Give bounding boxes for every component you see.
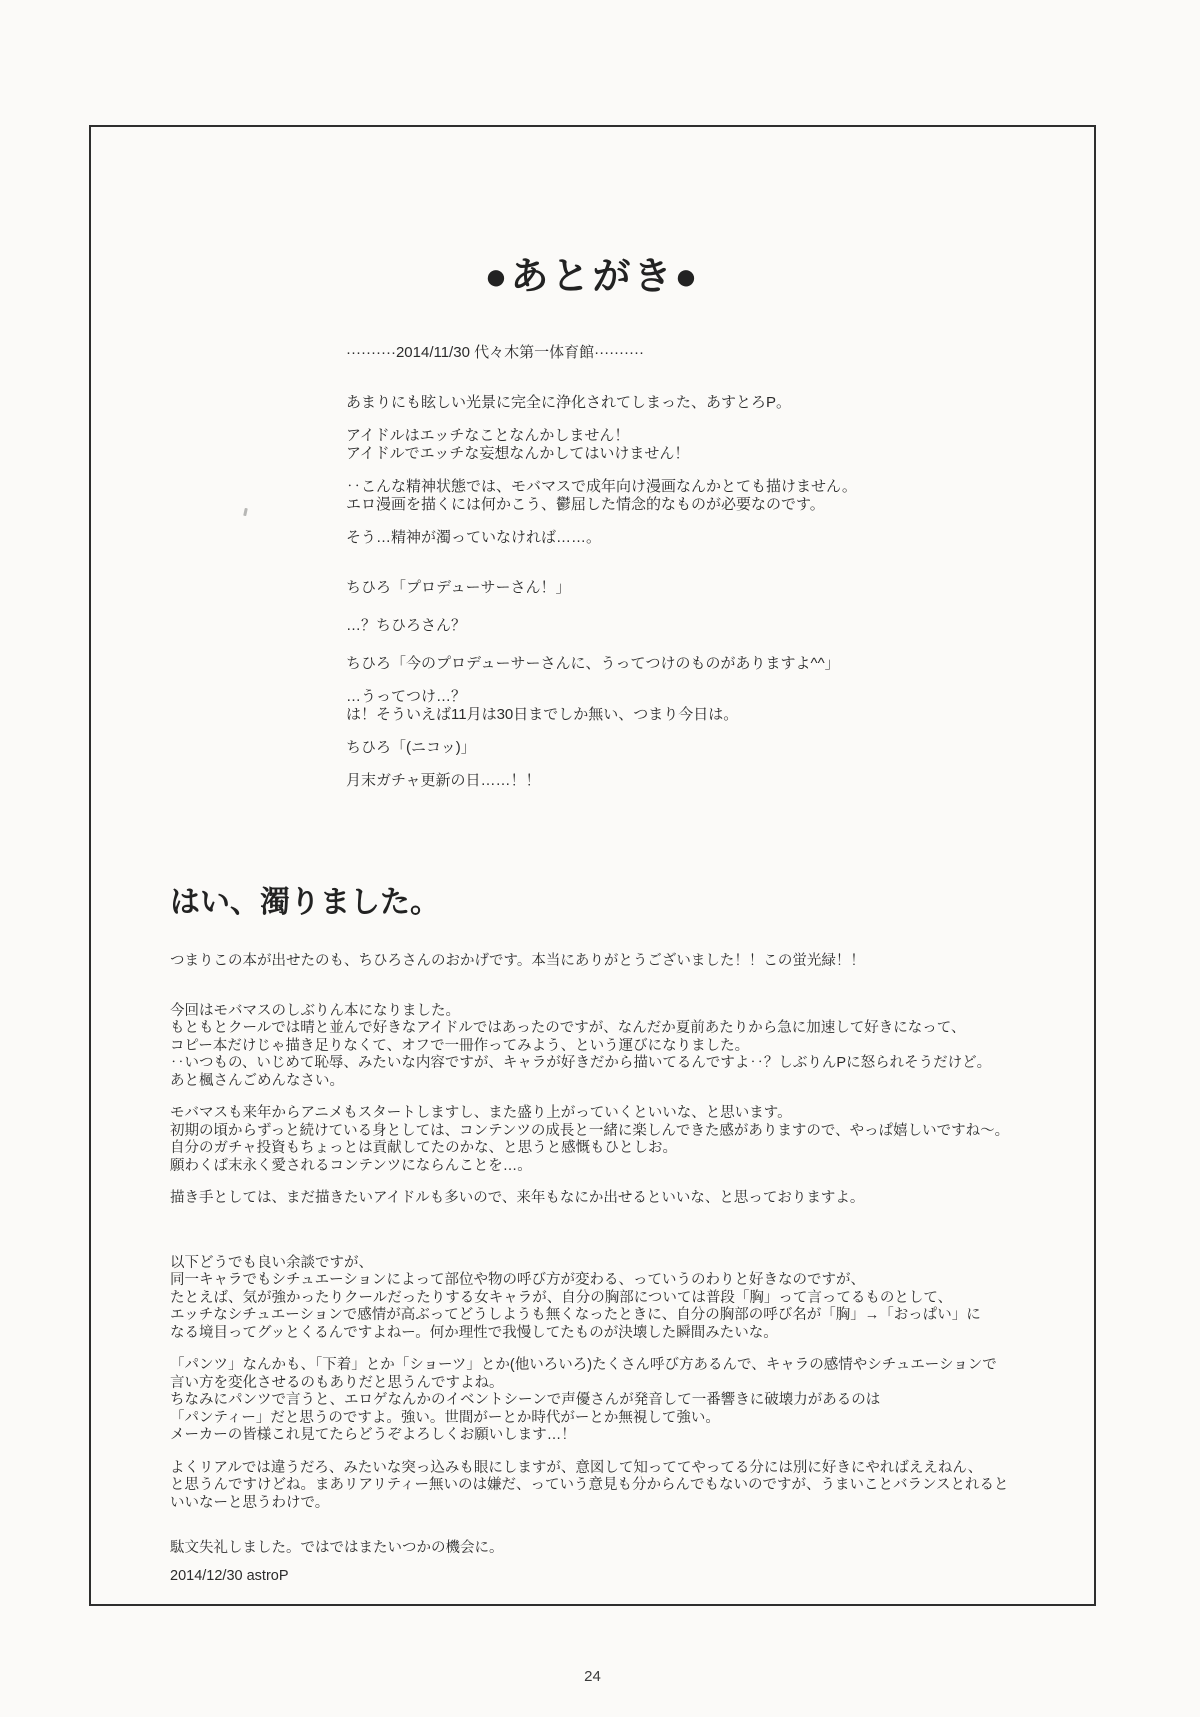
text-line: アイドルでエッチな妄想なんかしてはいけません！ (346, 445, 690, 462)
text-line: ‥いつもの、いじめて恥辱、みたいな内容ですが、キャラが好きだから描いてるんですよ‥？しぶりんPに怒られそうだけど。 (170, 1055, 992, 1071)
paragraph (346, 688, 1006, 724)
text-line: 初期の頃からずっと続けている身としては、コンテンツの成長と一緒に楽しんできた感がありますので、やっぱ嬉しいですね～。 (170, 1122, 1010, 1139)
text-line: もともとクールでは晴と並んで好きなアイドルではあったのですが、なんだか夏前あたりから急に加速して好きになって、 (170, 1020, 966, 1036)
dialogue-line (346, 617, 1006, 635)
text-line: と思うんですけどね。まあリアリティー無いのは嫌だ、っていう意見も分からんでもないのですが、うまいことバランスとれると (170, 1477, 1009, 1493)
paragraph (346, 478, 1006, 514)
text-line: あと楓さんごめんなさい。 (170, 1072, 344, 1089)
text-line: コピー本だけじゃ描き足りなくて、オフで一冊作ってみよう、という運びになりました。 (170, 1037, 750, 1054)
text-line: エロ漫画を描くには何かこう、鬱屈した情念的なものが必要なのです。 (346, 496, 825, 513)
paragraph (346, 394, 1006, 412)
text-line: たとえば、気が強かったりクールだったりする女キャラが、自分の胸部については普段「胸」って言ってるものとして、 (170, 1289, 953, 1306)
text-line: メーカーの皆様これ見てたらどうぞよろしくお願いします…！ (170, 1427, 576, 1443)
text-line: 月末ガチャ更新の日……！！ (346, 772, 541, 789)
punchline (346, 772, 1006, 790)
text-line: モバマスも来年からアニメもスタートしますし、また盛り上がっていくといいな、と思います。 (170, 1105, 792, 1121)
signature-line (170, 1568, 1070, 1586)
text-line: …うってつけ…？ (346, 688, 467, 705)
section-heading: はい、濁りました。 (170, 886, 440, 919)
text-line: 2014/12/30 astroP (170, 1567, 289, 1584)
text-line: ちひろ「プロデューサーさん！」 (346, 579, 571, 596)
text-line: あまりにも眩しい光景に完全に浄化されてしまった、あすとろP。 (346, 394, 792, 411)
text-line: 描き手としては、まだ描きたいアイドルも多いので、来年もなにか出せるといいな、と思っておりますよ。 (170, 1190, 865, 1206)
text-line: 言い方を変化させるのもありだと思うんですよね。 (170, 1374, 504, 1391)
closing-line (170, 1540, 1070, 1558)
text-line: なる境目ってグッとくるんですよねー。何か理性で我慢してたものが決壊した瞬間みたいな。 (170, 1324, 778, 1341)
text-line: エッチなシチュエーションで感情が高ぶってどうしようも無くなったときに、自分の胸部の呼び名が「胸」→「おっぱい」に (170, 1307, 981, 1323)
dialogue-line (346, 655, 1006, 673)
text-line: つまりこの本が出せたのも、ちひろさんのおかげです。本当にありがとうございました！！この蛍光緑！！ (170, 953, 865, 969)
text-line: ちひろ「(ニコッ)」 (346, 739, 476, 756)
page-number: 24 (584, 1668, 601, 1685)
text-line: 「パンティー」だと思うのですよ。強い。世間がーとか時代がーとか無視して強い。 (170, 1409, 720, 1426)
text-line: ‥こんな精神状態では、モバマスで成年向け漫画なんかとても描けません。 (346, 478, 857, 495)
intro-dialogue-block (346, 344, 1006, 805)
text-line: 駄文失礼しました。ではではまたいつかの機会に。 (170, 1540, 504, 1556)
paragraph (170, 1105, 1070, 1175)
text-line: アイドルはエッチなことなんかしません！ (346, 427, 630, 444)
paragraph (170, 1255, 1070, 1343)
page-title: ●あとがき● (484, 256, 701, 299)
afterword-body-block (170, 885, 1070, 1600)
text-line: 同一キャラでもシチュエーションによって部位や物の呼び方が変わる、っていうのわりと好きなのですが、 (170, 1272, 865, 1288)
text-line: 以下どうでも良い余談ですが、 (170, 1254, 373, 1271)
paragraph (170, 1190, 1070, 1208)
event-date-line (346, 344, 1006, 362)
text-line: 「パンツ」なんかも、「下着」とか「ショーツ」とか(他いろいろ)たくさん呼び方あるんで、キャラの感情やシチュエーションで (170, 1357, 997, 1373)
paragraph (170, 1460, 1070, 1513)
text-line: よくリアルでは違うだろ、みたいな突っ込みも眼にしますが、意図して知っててやってる分には別に好きにやればええねん、 (170, 1459, 983, 1476)
dialogue-line (346, 579, 1006, 597)
text-line: いいなーと思うわけで。 (170, 1494, 330, 1511)
paragraph (170, 953, 1070, 971)
paragraph (170, 1357, 1070, 1445)
text-line: ··········2014/11/30 代々木第一体育館·········· (346, 344, 645, 361)
text-line: そう…精神が濁っていなければ……。 (346, 529, 602, 546)
dialogue-line (346, 739, 1006, 757)
text-line: ちひろ「今のプロデューサーさんに、うってつけのものがありますよ^^」 (346, 655, 840, 672)
text-line: は！そういえば11月は30日までしか無い、つまり今日は。 (346, 706, 739, 723)
text-line: 今回はモバマスのしぶりん本になりました。 (170, 1002, 460, 1019)
text-line: …？ちひろさん？ (346, 617, 467, 634)
text-line: ちなみにパンツで言うと、エロゲなんかのイベントシーンで声優さんが発音して一番響きに破壊力があるのは (170, 1392, 881, 1408)
paragraph (170, 1003, 1070, 1091)
text-line: 願わくば末永く愛されるコンテンツにならんことを…。 (170, 1157, 532, 1174)
text-line: 自分のガチャ投資もちょっとは貢献してたのかな、と思うと感慨もひとしお。 (170, 1140, 678, 1156)
paragraph (346, 529, 1006, 547)
paragraph (346, 427, 1006, 463)
